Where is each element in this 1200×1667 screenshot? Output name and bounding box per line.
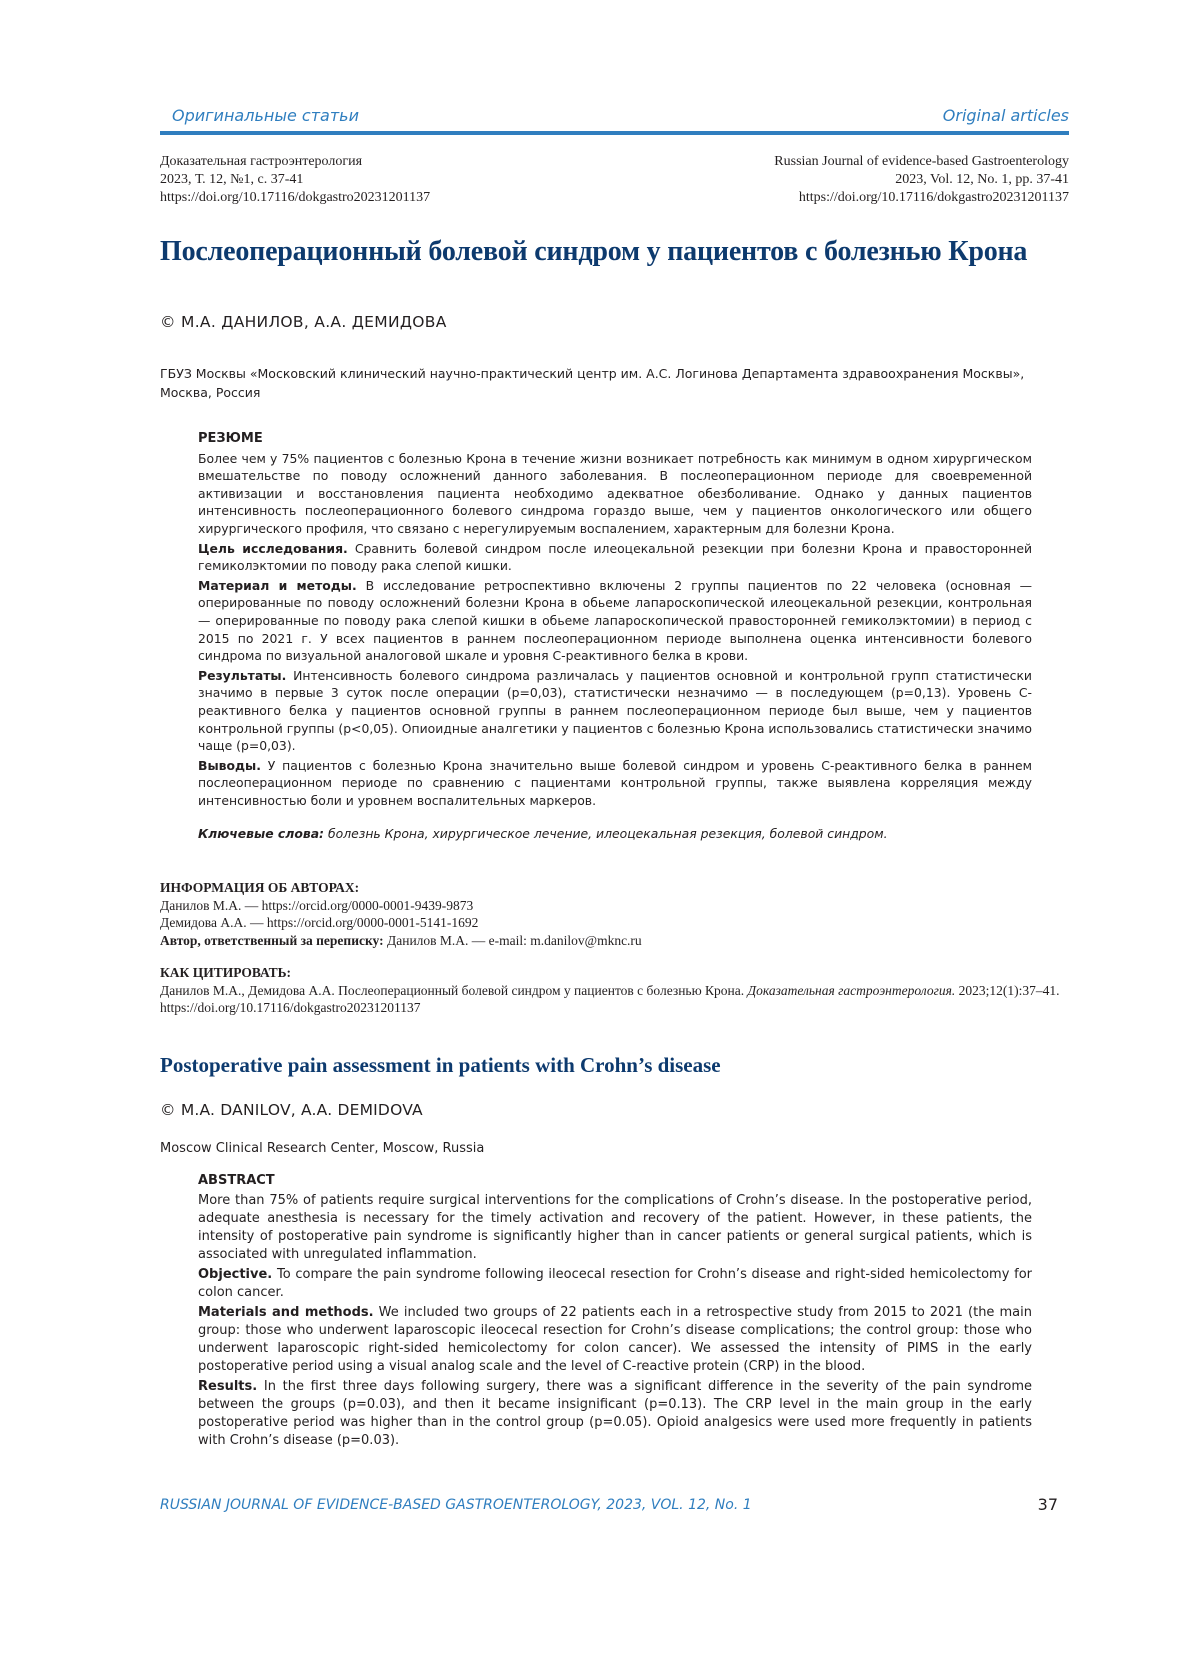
results-text-ru: Интенсивность болевого синдрома различалась у пациентов основной и контрольной групп статистически значимо в первые 3 суток после операции (p=0,03), статистически незначимо — в последующем (p=0,13). Уровень С-реактивного белка у пациентов основной группы в раннем послеоперационном периоде был выше, чем у пациентов контрольной группы (p<0,05). Опиоидные аналгетики у пациентов с болезнью Крона использовались статистически значимо чаще (p=0,03). (198, 667, 1032, 754)
abstract-ru (198, 430, 1032, 845)
objective-label-ru: Цель исследования. (198, 540, 348, 556)
author-info (160, 879, 1060, 949)
citation-en-doi[interactable]: https://doi.org/10.17116/dokgastro20231201137 (798, 190, 1069, 205)
conclusions-label-ru: Выводы. (198, 757, 261, 773)
authors-en: © M.A. DANILOV, A.A. DEMIDOVA (160, 1101, 423, 1119)
corresponding-email[interactable]: Данилов М.А. — e-mail: m.danilov@mknc.ru (387, 932, 642, 948)
author-orcid-1[interactable]: Данилов М.А. — https://orcid.org/0000-0001-9439-9873 (160, 897, 474, 913)
how-to-cite-heading: КАК ЦИТИРОВАТЬ: (160, 965, 292, 980)
abstract-heading-ru: РЕЗЮМЕ (198, 431, 263, 446)
cite-journal: Доказательная гастроэнтерология. (747, 982, 956, 998)
citation-en (774, 153, 1069, 207)
page-number: 37 (1037, 1495, 1058, 1514)
footer-journal: RUSSIAN JOURNAL OF EVIDENCE-BASED GASTROENTEROLOGY, 2023, VOL. 12, No. 1 (160, 1497, 752, 1513)
authors-ru: © М.А. ДАНИЛОВ, А.А. ДЕМИДОВА (160, 313, 447, 331)
abstract-en (198, 1172, 1032, 1452)
methods-label-ru: Материал и методы. (198, 577, 357, 593)
objective-label-en: Objective. (198, 1267, 273, 1282)
cite-ref[interactable]: 2023;12(1):37–41. https://doi.org/10.17116/dokgastro20231201137 (160, 982, 1060, 1015)
keywords-label-ru: Ключевые слова: (198, 826, 325, 842)
abstract-methods-ru (198, 577, 1032, 665)
results-label-en: Results. (198, 1379, 258, 1394)
objective-text-en: To compare the pain syndrome following ileocecal resection for Crohn’s disease and right-sided hemicolectomy for colon cancer. (198, 1267, 1032, 1300)
abstract-results-ru (198, 667, 1032, 755)
article-title-en: Postoperative pain assessment in patients with Crohn’s disease (160, 1053, 721, 1077)
citation-en-volume: 2023, Vol. 12, No. 1, pp. 37-41 (895, 172, 1069, 187)
abstract-methods-en (198, 1304, 1032, 1376)
results-label-ru: Результаты. (198, 667, 287, 683)
results-text-en: In the first three days following surgery, there was a significant difference in the severity of the pain syndrome between the groups (p=0.03), and then it became insignificant (p=0.13). The CRP level in the main group in the early postoperative period was higher than in the control group (p=0.05). Opioid analgesics were used more frequently in patients with Crohn’s disease (p=0.03). (198, 1379, 1032, 1448)
header-rule (160, 131, 1069, 135)
citation-ru-volume: 2023, Т. 12, №1, с. 37-41 (160, 172, 304, 187)
cite-authors-title: Данилов М.А., Демидова А.А. Послеоперационный болевой синдром у пациентов с болезнью Крона. (160, 982, 745, 998)
abstract-conclusions-ru (198, 757, 1032, 810)
how-to-cite (160, 964, 1060, 1017)
citation-ru (160, 153, 430, 207)
abstract-objective-en (198, 1266, 1032, 1302)
abstract-intro-en: More than 75% of patients require surgical interventions for the complications of Crohn’s disease. In the postoperative period, adequate anesthesia is necessary for the timely activation and recovery of the patient. However, in these patients, the intensity of postoperative pain syndrome is significantly higher than in cancer patients or general surgical patients, which is associated with unregulated inflammation. (198, 1193, 1032, 1262)
methods-text-en: We included two groups of 22 patients each in a retrospective study from 2015 to 2021 (the main group: those who underwent laparoscopic ileocecal resection for Crohn’s disease complications; the control group: those who underwent laparoscopic right-sided hemicolectomy for colon cancer). We assessed the intensity of PIMS in the early postoperative period using a visual analog scale and the level of C-reactive protein (CRP) in the blood. (198, 1305, 1032, 1374)
corresponding-author (160, 932, 1060, 950)
abstract-heading-en: ABSTRACT (198, 1173, 275, 1188)
affiliation-en: Moscow Clinical Research Center, Moscow, Russia (160, 1141, 485, 1156)
citation-ru-journal: Доказательная гастроэнтерология (160, 154, 363, 169)
abstract-intro-ru: Более чем у 75% пациентов с болезнью Крона в течение жизни возникает потребность как минимум в одном хирургическом вмешательстве по поводу осложнений данного заболевания. В послеоперационном периоде для своевременной активизации и восстановления пациента необходимо адекватное обезболивание. Однако у данных пациентов интенсивность послеоперационного болевого синдрома гораздо выше, чем у пациентов онкологического или общего хирургического профиля, что связано с нерегулируемым воспалением, характерным для болезни Крона. (198, 450, 1032, 536)
corresponding-label: Автор, ответственный за переписку: (160, 932, 384, 948)
author-orcid-2[interactable]: Демидова А.А. — https://orcid.org/0000-0001-5141-1692 (160, 915, 479, 930)
author-info-heading: ИНФОРМАЦИЯ ОБ АВТОРАХ: (160, 880, 360, 895)
methods-label-en: Materials and methods. (198, 1305, 374, 1320)
citation-ru-doi[interactable]: https://doi.org/10.17116/dokgastro20231201137 (160, 190, 431, 205)
methods-text-ru: В исследование ретроспективно включены 2 группы пациентов по 22 человека (основная — оперированные по поводу осложнений болезни Крона в обьеме лапароскопической илеоцекальной резекции, контрольная — оперированные по поводу рака слепой кишки в обьеме лапароскопической правосторонней гемиколэктомии) в период с 2015 по 2021 г. У всех пациентов в раннем послеоперационном периоде выполнена оценка интенсивности болевого синдрома по визуальной аналоговой шкале и уровня С-реактивного белка в крови. (198, 577, 1032, 664)
section-label-en: Original articles (942, 106, 1069, 125)
keywords-ru (198, 825, 1032, 843)
running-header (172, 106, 1069, 132)
section-label-ru: Оригинальные статьи (172, 106, 359, 125)
article-title-ru: Послеоперационный болевой синдром у пациентов с болезнью Крона (160, 236, 1028, 267)
keywords-text-ru: болезнь Крона, хирургическое лечение, илеоцекальная резекция, болевой синдром. (327, 826, 888, 842)
how-to-cite-text (160, 982, 1060, 1017)
abstract-objective-ru (198, 540, 1032, 575)
affiliation-ru: ГБУЗ Москвы «Московский клинический научно-практический центр им. А.С. Логинова Департамента здравоохранения Москвы», Москва, Россия (160, 366, 1025, 400)
citation-en-journal: Russian Journal of evidence-based Gastroenterology (774, 154, 1069, 169)
conclusions-text-ru: У пациентов с болезнью Крона значительно выше болевой синдром и уровень С-реактивного белка в раннем послеоперационном периоде по сравнению с пациентами контрольной группы, также выявлена корреляция между интенсивностью боли и уровнем воспалительных маркеров. (198, 757, 1032, 808)
abstract-results-en (198, 1378, 1032, 1450)
objective-text-ru: Сравнить болевой синдром после илеоцекальной резекции при болезни Крона и правосторонней гемиколэктомии по поводу рака слепой кишки. (198, 540, 1032, 574)
